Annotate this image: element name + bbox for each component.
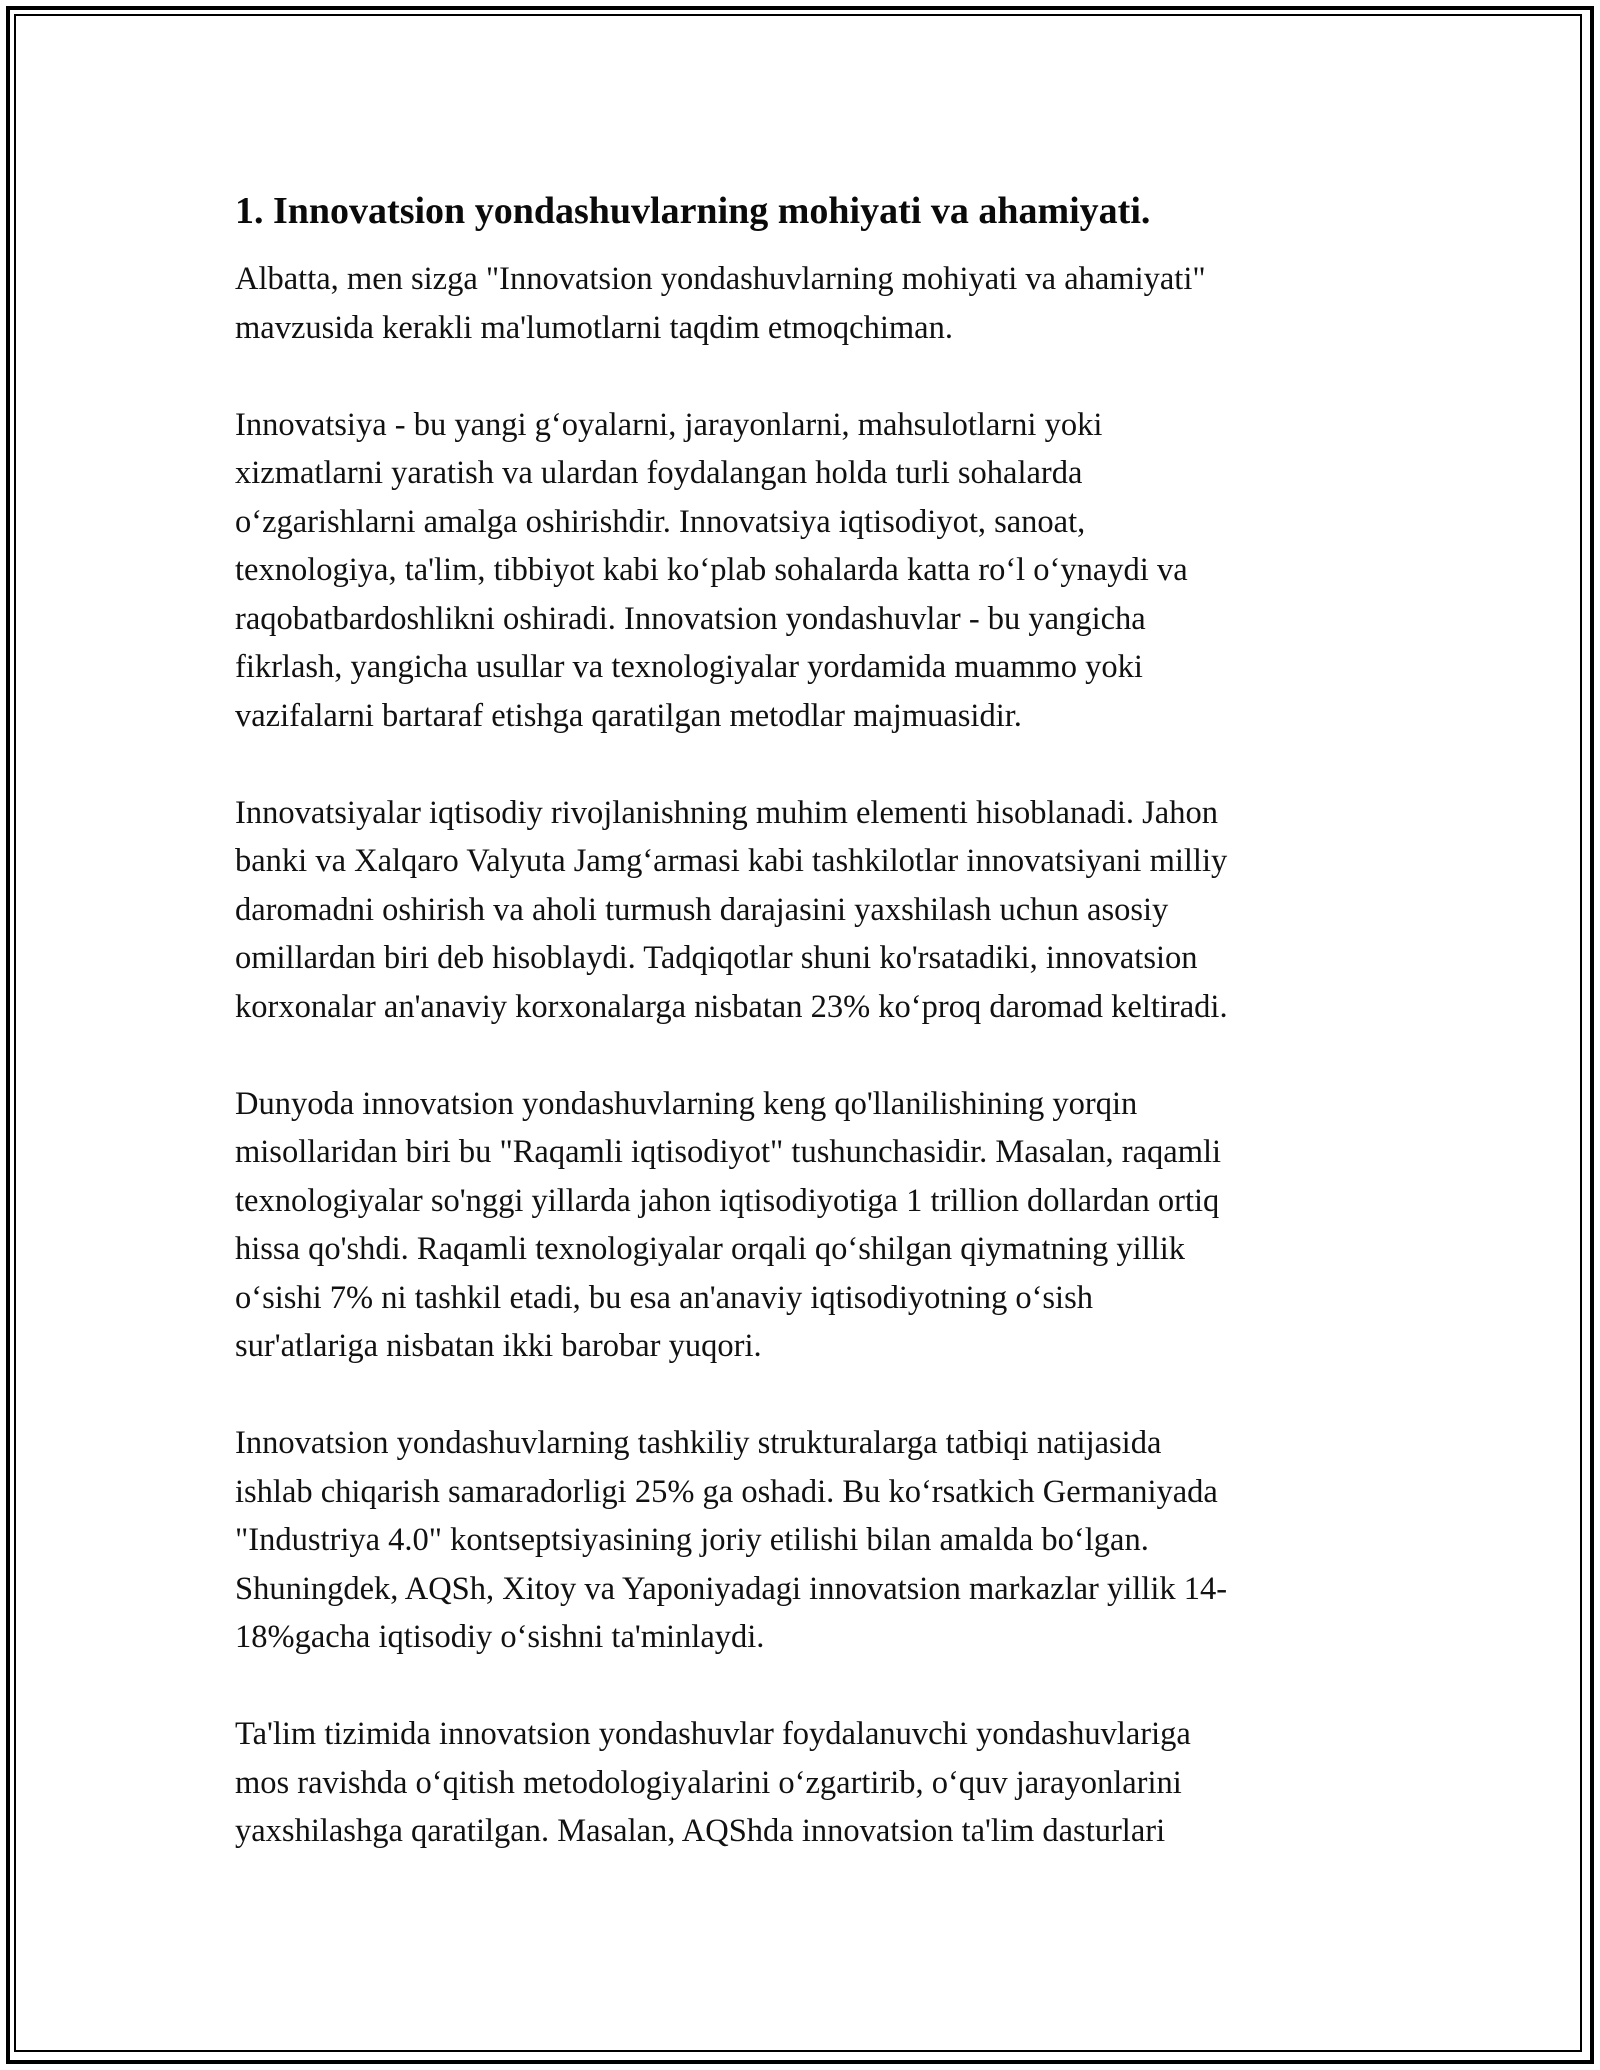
text-line: Dunyoda innovatsion yondashuvlarning keng qo'llanilishining yorqin <box>235 1085 1138 1122</box>
text-line: "Industriya 4.0" kontseptsiyasining joriy etilishi bilan amalda bo‘lgan. <box>235 1522 1149 1558</box>
text-line: korxonalar an'anaviy korxonalarga nisbatan 23% ko‘proq daromad keltiradi. <box>235 988 1228 1025</box>
text-line: misollaridan biri bu "Raqamli iqtisodiyot" tushunchasidir. Masalan, raqamli <box>235 1134 1222 1170</box>
text-line: banki va Xalqaro Valyuta Jamg‘armasi kabi tashkilotlar innovatsiyani milliy <box>235 843 1228 879</box>
text-line: Innovatsiyalar iqtisodiy rivojlanishning muhim elementi hisoblanadi. Jahon <box>235 794 1218 831</box>
paragraph-intro <box>235 255 1365 352</box>
text-line: Innovatsiya - bu yangi g‘oyalarni, jarayonlarni, mahsulotlarni yoki <box>235 406 1103 443</box>
text-line: texnologiya, ta'lim, tibbiyot kabi ko‘plab sohalarda katta ro‘l o‘ynaydi va <box>235 552 1188 588</box>
paragraph-organizational <box>235 1419 1365 1662</box>
text-line: daromadni oshirish va aholi turmush darajasini yaxshilash uchun asosiy <box>235 891 1169 928</box>
paragraph-digital-economy <box>235 1080 1365 1371</box>
text-line: mos ravishda o‘qitish metodologiyalarini o‘zgartirib, o‘quv jarayonlarini <box>235 1764 1182 1801</box>
text-line: ishlab chiqarish samaradorligi 25% ga oshadi. Bu ko‘rsatkich Germaniyada <box>235 1473 1218 1510</box>
text-line: hissa qo'shdi. Raqamli texnologiyalar orqali qo‘shilgan qiymatning yillik <box>235 1231 1186 1267</box>
text-line: Ta'lim tizimida innovatsion yondashuvlar foydalanuvchi yondashuvlariga <box>235 1716 1191 1752</box>
paragraph-education <box>235 1710 1365 1856</box>
text-line: Shuningdek, AQSh, Xitoy va Yaponiyadagi innovatsion markazlar yillik 14- <box>235 1570 1228 1607</box>
text-line: o‘zgarishlarni amalga oshirishdir. Innovatsiya iqtisodiyot, sanoat, <box>235 503 1086 540</box>
text-line: omillardan biri deb hisoblaydi. Tadqiqotlar shuni ko'rsatadiki, innovatsion <box>235 940 1198 976</box>
text-line: Innovatsion yondashuvlarning tashkiliy strukturalarga tatbiqi natijasida <box>235 1425 1162 1461</box>
document-body <box>235 185 1365 1904</box>
text-line: mavzusida kerakli ma'lumotlarni taqdim etmoqchiman. <box>235 309 953 346</box>
text-line: texnologiyalar so'nggi yillarda jahon iqtisodiyotiga 1 trillion dollardan ortiq <box>235 1182 1220 1219</box>
text-line: 18%gacha iqtisodiy o‘sishni ta'minlaydi. <box>235 1619 765 1655</box>
text-line: raqobatbardoshlikni oshiradi. Innovatsion yondashuvlar - bu yangicha <box>235 600 1146 637</box>
section-heading: 1. Innovatsion yondashuvlarning mohiyati va ahamiyati. <box>235 190 1151 232</box>
text-line: o‘sishi 7% ni tashkil etadi, bu esa an'anaviy iqtisodiyotning o‘sish <box>235 1279 1093 1316</box>
text-line: fikrlash, yangicha usullar va texnologiyalar yordamida muammo yoki <box>235 649 1143 685</box>
text-line: sur'atlariga nisbatan ikki barobar yuqori. <box>235 1328 762 1364</box>
text-line: Albatta, men sizga "Innovatsion yondashuvlarning mohiyati va ahamiyati" <box>235 261 1206 297</box>
text-line: yaxshilashga qaratilgan. Masalan, AQShda innovatsion ta'lim dasturlari <box>235 1813 1166 1849</box>
paragraph-economic <box>235 789 1365 1032</box>
text-line: xizmatlarni yaratish va ulardan foydalangan holda turli sohalarda <box>235 455 1083 491</box>
text-line: vazifalarni bartaraf etishga qaratilgan metodlar majmuasidir. <box>235 697 1022 734</box>
paragraph-definition <box>235 401 1365 741</box>
